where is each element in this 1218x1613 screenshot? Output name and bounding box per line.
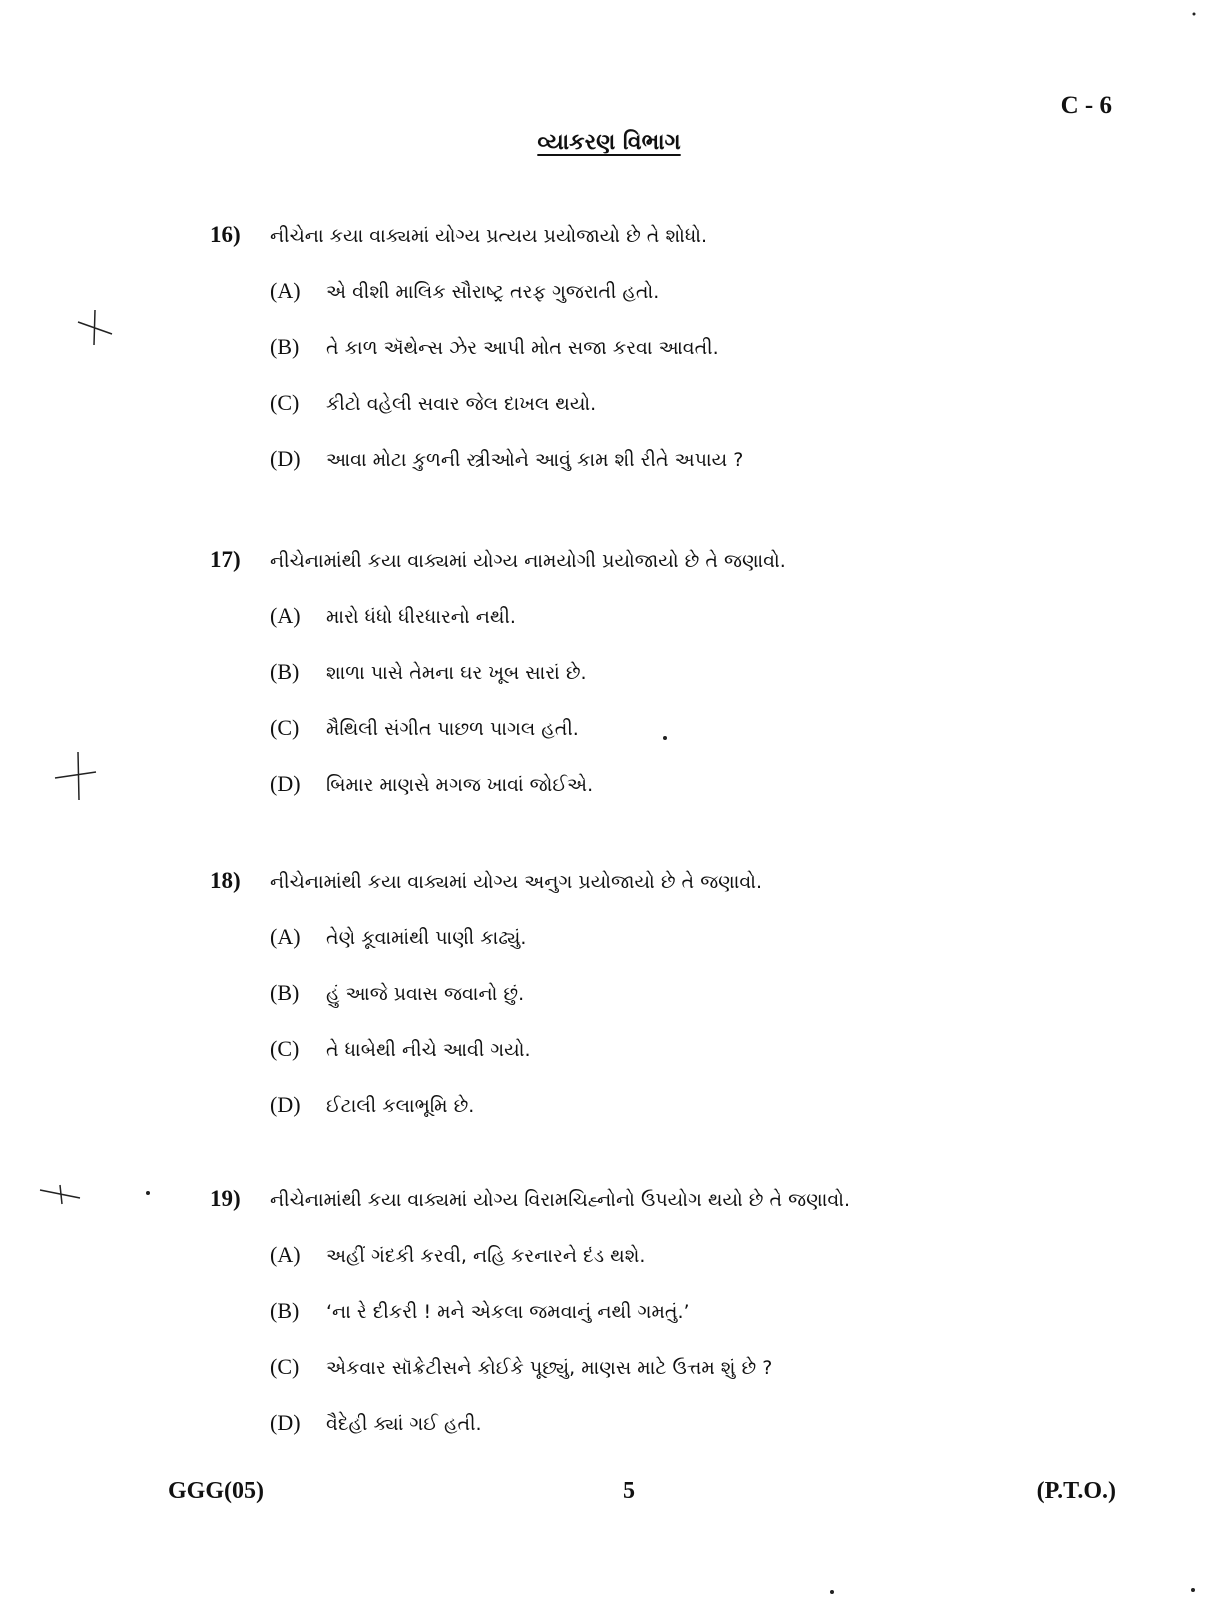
option-text: બિમાર માણસે મગજ ખાવાં જોઈએ.	[326, 774, 594, 796]
question-text: નીચેનામાંથી કયા વાક્યમાં યોગ્ય અનુગ પ્રયોજાયો છે તે જણાવો.	[270, 871, 763, 893]
option-text: વૈદેહી ક્યાં ગઈ હતી.	[326, 1413, 482, 1435]
speck-mark	[1191, 1588, 1195, 1592]
option-label: (C)	[270, 390, 300, 415]
question-text: નીચેનામાંથી કયા વાક્યમાં યોગ્ય નામયોગી પ્રયોજાયો છે તે જણાવો.	[270, 550, 786, 572]
option-label: (C)	[270, 1036, 300, 1061]
speck-mark	[663, 736, 667, 740]
option-label: (B)	[270, 659, 300, 684]
question-number: 16)	[210, 222, 241, 247]
option-text: તે ધાબેથી નીચે આવી ગયો.	[326, 1039, 531, 1061]
option-label: (C)	[270, 715, 300, 740]
option-label: (D)	[270, 1410, 301, 1435]
question-number: 18)	[210, 868, 241, 893]
option-label: (D)	[270, 446, 301, 471]
speck-mark	[830, 1590, 834, 1594]
question-number: 17)	[210, 547, 241, 572]
option-text: તે કાળ ઍથેન્સ ઝેર આપી મોત સજા કરવા આવતી.	[326, 337, 719, 359]
footer-page-number: 5	[623, 1478, 635, 1504]
crosshair-mark	[55, 752, 96, 800]
option-text: ‘ના રે દીકરી ! મને એકલા જમવાનું નથી ગમતું.’	[326, 1301, 690, 1323]
option-label: (B)	[270, 334, 300, 359]
crosshair-mark	[40, 1185, 80, 1204]
option-text: અહીં ગંદકી કરવી, નહિ કરનારને દંડ થશે.	[326, 1245, 646, 1267]
option-text: ઈટાલી કલાભૂમિ છે.	[326, 1095, 475, 1117]
option-label: (C)	[270, 1354, 300, 1379]
option-text: શાળા પાસે તેમના ઘર ખૂબ સારાં છે.	[326, 662, 587, 684]
option-text: મૈથિલી સંગીત પાછળ પાગલ હતી.	[326, 718, 579, 740]
paper-code: C - 6	[1060, 92, 1112, 119]
option-label: (A)	[270, 278, 301, 303]
question-number: 19)	[210, 1186, 241, 1211]
speck-mark	[146, 1191, 150, 1195]
option-label: (A)	[270, 603, 301, 628]
question-text: નીચેનામાંથી કયા વાક્યમાં યોગ્ય વિરામચિહ્નોનો ઉપયોગ થયો છે તે જણાવો.	[270, 1189, 850, 1211]
option-label: (B)	[270, 1298, 300, 1323]
footer-paper-code: GGG(05)	[168, 1478, 264, 1504]
question-text: નીચેના કયા વાક્યમાં યોગ્ય પ્રત્યય પ્રયોજાયો છે તે શોધો.	[270, 225, 708, 247]
option-label: (D)	[270, 1092, 301, 1117]
section-title: વ્યાકરણ વિભાગ	[537, 130, 681, 155]
option-text: તેણે કૂવામાંથી પાણી કાઢ્યું.	[326, 927, 527, 949]
speck-mark	[1193, 13, 1196, 16]
crosshair-mark	[78, 310, 112, 345]
option-text: એ વીશી માલિક સૌરાષ્ટ્ર તરફ ગુજરાતી હતો.	[326, 281, 660, 303]
option-text: એકવાર સૉક્રેટીસને કોઈકે પૂછ્યું, માણસ માટે ઉત્તમ શું છે ?	[326, 1357, 773, 1379]
option-text: મારો ધંધો ધીરધારનો નથી.	[326, 606, 516, 628]
option-label: (D)	[270, 771, 301, 796]
option-text: કીટો વહેલી સવાર જેલ દાખલ થયો.	[326, 393, 597, 415]
option-label: (B)	[270, 980, 300, 1005]
option-label: (A)	[270, 924, 301, 949]
option-text: આવા મોટા કુળની સ્ત્રીઓને આવું કામ શી રીતે અપાય ?	[326, 449, 744, 471]
footer-pto: (P.T.O.)	[1036, 1478, 1116, 1504]
option-text: હું આજે પ્રવાસ જવાનો છું.	[326, 983, 525, 1005]
option-label: (A)	[270, 1242, 301, 1267]
